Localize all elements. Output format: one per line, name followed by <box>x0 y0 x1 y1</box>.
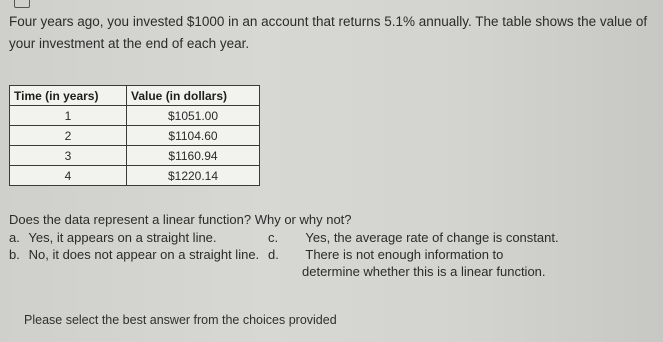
tab-icon <box>14 0 30 8</box>
choice-d-text-continued[interactable]: determine whether this is a linear function. <box>302 264 546 279</box>
value-cell: $1051.00 <box>127 106 260 126</box>
choice-c[interactable] <box>268 230 559 245</box>
time-cell: 2 <box>10 126 127 146</box>
value-column-header: Value (in dollars) <box>127 86 260 106</box>
question-prompt: Does the data represent a linear function? Why or why not? <box>9 212 352 227</box>
time-column-header: Time (in years) <box>10 86 127 106</box>
choice-d-text: There is not enough information to <box>305 247 504 262</box>
question-intro: Four years ago, you invested $1000 in an account that returns 5.1% annually. The table shows the value of your investment at the end of each year. <box>9 14 648 51</box>
answer-instruction: Please select the best answer from the choices provided <box>24 313 337 327</box>
choice-a-text: Yes, it appears on a straight line. <box>28 230 217 245</box>
time-cell: 3 <box>10 146 127 166</box>
choice-a-letter: a. <box>9 230 20 245</box>
table-header-row <box>10 86 260 106</box>
time-cell: 4 <box>10 166 127 186</box>
choice-b[interactable] <box>9 247 259 262</box>
choice-b-text: No, it does not appear on a straight line. <box>28 247 260 262</box>
choice-b-letter: b. <box>9 247 20 262</box>
table-row <box>10 106 260 126</box>
table-row <box>10 166 260 186</box>
choice-c-letter: c. <box>268 230 279 245</box>
choice-d-letter: d. <box>268 247 279 262</box>
table-row <box>10 146 260 166</box>
value-cell: $1160.94 <box>127 146 260 166</box>
choice-c-text: Yes, the average rate of change is constant. <box>305 230 559 245</box>
choice-d[interactable] <box>268 247 503 262</box>
table-row <box>10 126 260 146</box>
choice-a[interactable] <box>9 230 217 245</box>
value-cell: $1104.60 <box>127 126 260 146</box>
time-cell: 1 <box>10 106 127 126</box>
value-cell: $1220.14 <box>127 166 260 186</box>
value-table <box>9 85 260 186</box>
